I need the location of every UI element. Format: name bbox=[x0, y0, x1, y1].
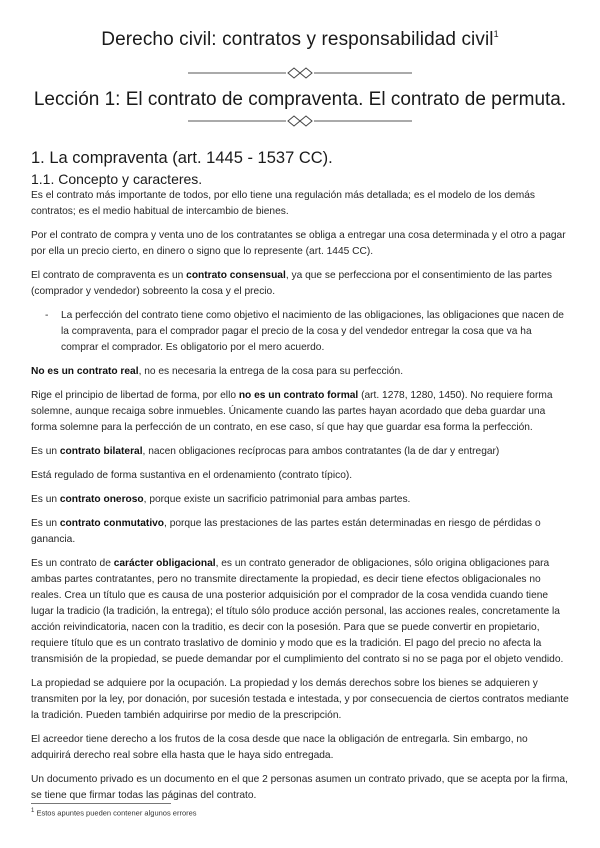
footnote-separator bbox=[31, 803, 171, 804]
list-item: - La perfección del contrato tiene como objetivo el nacimiento de las obligaciones, las obligaciones que nacen de la compraventa, para el comprador pagar el precio de la cosa y del vendedor entregar la cosa que va ha comprar el comprador. Es obligatorio por el mero acuerdo. bbox=[31, 308, 569, 356]
paragraph: Rige el principio de libertad de forma, por ello no es un contrato formal (art. 1278, 1280, 1450). No requiere forma solemne, aunque recaiga sobre inmuebles. Únicamente cuando las partes hayan acordado que deba guardar una forma solemne para la perfección de un contrato, en ese caso, sí que hay que guardar esa forma la perfección. bbox=[31, 390, 553, 433]
paragraph: No es un contrato real, no es necesaria la entrega de la cosa para su perfección. bbox=[31, 366, 404, 377]
paragraph: El acreedor tiene derecho a los frutos de la cosa desde que nace la obligación de entregarla. Sin embargo, no adquirirá derecho real sobre ella hasta que le haya sido entregada. bbox=[31, 734, 528, 761]
paragraph: Por el contrato de compra y venta uno de los contratantes se obliga a entregar una cosa determinada y el otro a pagar por ella un precio cierto, en dinero o signo que lo represente (art. 1445 CC). bbox=[31, 230, 566, 257]
paragraph: Es un contrato oneroso, porque existe un sacrificio patrimonial para ambas partes. bbox=[31, 494, 411, 505]
section-heading: 1. La compraventa (art. 1445 - 1537 CC). bbox=[31, 149, 333, 167]
paragraph: Es un contrato conmutativo, porque las prestaciones de las partes están determinadas en riesgo de pérdidas o ganancia. bbox=[31, 518, 541, 545]
footnote: $^1$ Estos apuntes pueden contener algunos errores bbox=[31, 808, 197, 818]
paragraph: Es un contrato de carácter obligacional, es un contrato generador de obligaciones, sólo origina obligaciones para ambas partes contratantes, pero no transmite directamente la propiedad, es decir tiene efectos obligacionales no reales. Crea un título que es causa de una posterior adquisición por el comprador de la cosa vendida cuando tiene lugar la tradicio (la tradición, la entrega); el título sólo produce acción personal, las acciones reales, concretamente la acción reivindicatoria, nacen con la traditio, es decir con la posesión. Para que se puede convertir en propietario, requiere título que es un contrato traslativo de dominio y modo que es la tradición. El pago del precio no afecta la transmisión de la propiedad, se puede demandar por el cumplimiento del contrato si no se paga por el objeto vendido. bbox=[31, 558, 564, 665]
bullet-marker: - bbox=[45, 310, 49, 321]
document-title: Derecho civil: contratos y responsabilidad civil$^1$ bbox=[101, 29, 499, 50]
paragraph: Un documento privado es un documento en el que 2 personas asumen un contrato privado, que se acepta por la firma, se tiene que firmar todas las páginas del contrato. bbox=[31, 774, 568, 801]
paragraph: La propiedad se adquiere por la ocupación. La propiedad y los demás derechos sobre los bienes se adquieren y transmiten por la ley, por donación, por sucesión testada e intestada, y por consecuencia de ciertos contratos mediante la tradición. Pueden también adquirirse por medio de la prescripción. bbox=[31, 678, 569, 721]
paragraph: Está regulado de forma sustantiva en el ordenamiento (contrato típico). bbox=[31, 470, 353, 481]
subsection-heading: 1.1. Concepto y caracteres. bbox=[31, 171, 203, 187]
paragraph: Es el contrato más importante de todos, por ello tiene una regulación más detallada; es el modelo de los demás contratos; es el medio habitual de intercambio de bienes. bbox=[31, 190, 536, 217]
lesson-title: Lección 1: El contrato de compraventa. El contrato de permuta. bbox=[33, 89, 567, 110]
paragraph: Es un contrato bilateral, nacen obligaciones recíprocas para ambos contratantes (la de dar y entregar) bbox=[31, 446, 500, 457]
ornament-divider bbox=[188, 114, 412, 128]
footnote-reference[interactable]: 1 bbox=[493, 29, 499, 39]
ornament-divider bbox=[188, 66, 412, 80]
body-text bbox=[31, 188, 569, 812]
paragraph: El contrato de compraventa es un contrato consensual, ya que se perfecciona por el consentimiento de las partes (comprador y vendedor) sobreento la cosa y el precio. bbox=[31, 270, 552, 297]
